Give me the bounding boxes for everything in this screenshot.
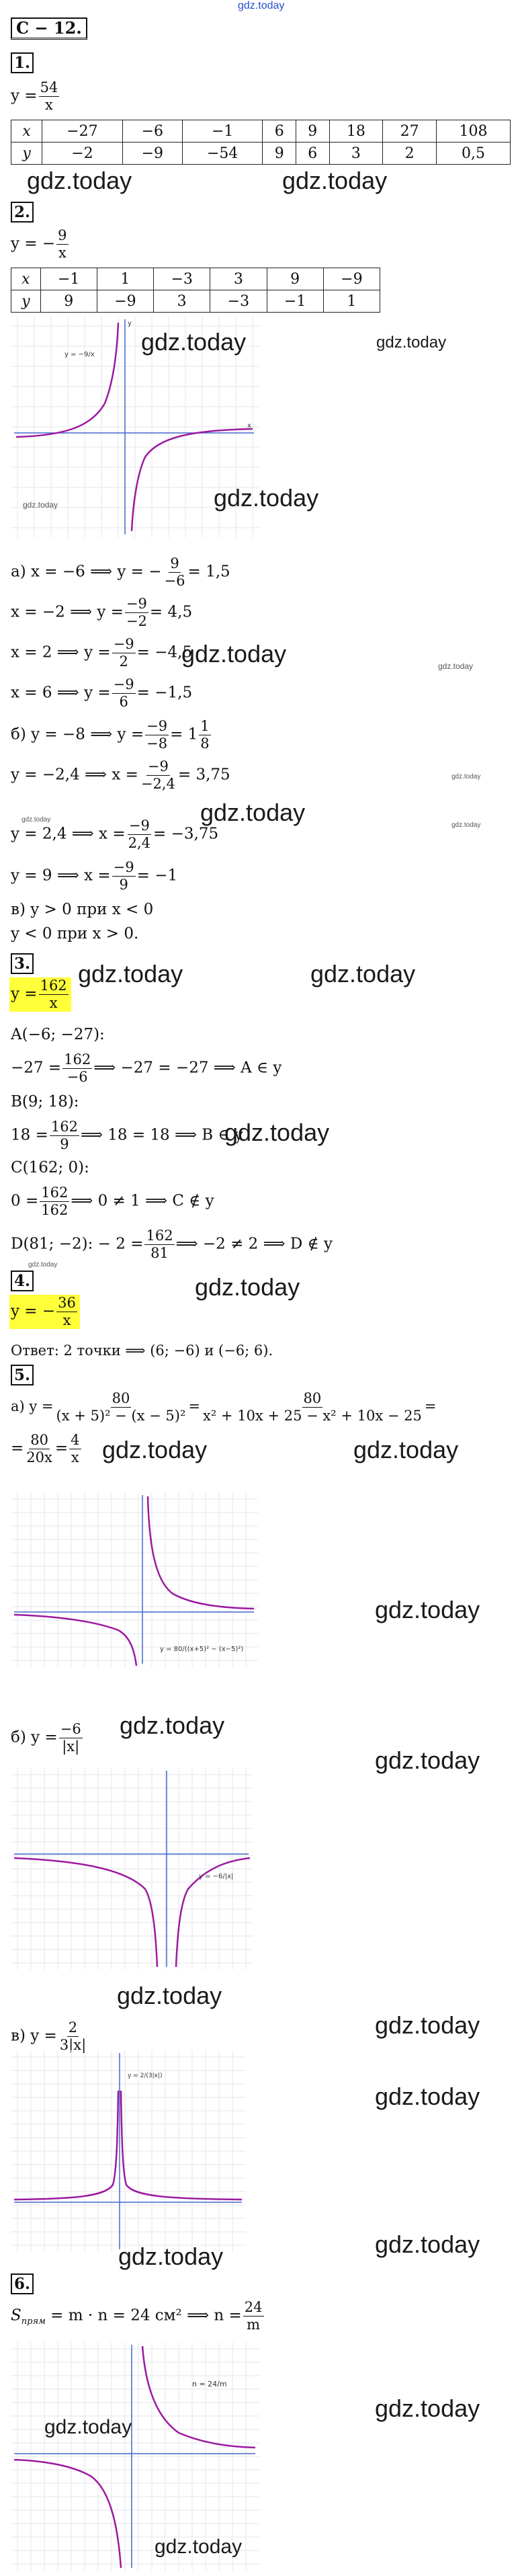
graph-label: y = −6/|x| <box>199 1873 234 1880</box>
task-4-number: 4. <box>11 1271 34 1291</box>
task-4-function: y = − $\frac{36}{x}$ <box>9 1295 80 1329</box>
task-5-v: в) y = $\frac{2}{3|x|}$ <box>11 2019 87 2053</box>
graph-label: y = 80/((x+5)² − (x−5)²) <box>160 1646 244 1653</box>
graph-task-5a <box>11 1492 258 1667</box>
task-3-function: y = $\frac{162}{x}$ <box>9 977 71 1012</box>
task-1-function: y = $\frac{54}{x}$ <box>11 79 58 113</box>
task-2-v2: y < 0 при x > 0. <box>11 925 139 942</box>
watermark: gdz.today <box>23 500 58 510</box>
watermark: gdz.today <box>375 2083 480 2110</box>
watermark: gdz.today <box>214 484 319 512</box>
graph-task-5b <box>11 1768 253 1970</box>
site-header[interactable]: gdz.today <box>238 0 285 11</box>
hyperbola-branch <box>14 2460 121 2568</box>
watermark: gdz.today <box>195 1273 300 1301</box>
watermark: gdz.today <box>375 2011 480 2039</box>
task-5-a: а) y = $\frac{80}{\text{(x + 5)² − (x − 5)²}}$ = $\frac{80}{\text{x² + 10x + 25 − x² + 10x − 25}}$ = <box>11 1390 437 1424</box>
watermark: gdz.today <box>451 821 481 829</box>
task-6-formula: $S_{прям} = m \cdot n = 24$ см² ⟹ n = $\frac{24}{m}$ <box>11 2299 263 2333</box>
graph-label: n = 24/m <box>192 2380 227 2388</box>
table-row: x −27 −6 −1 6 9 18 27 108 <box>11 120 511 143</box>
task-2-table <box>11 268 380 313</box>
watermark: gdz.today <box>224 1119 330 1146</box>
task-1-number: 1. <box>11 52 34 73</box>
task-3-B: B(9; 18): <box>11 1093 79 1111</box>
hyperbola-branch <box>121 2091 242 2200</box>
table-row: y −2 −9 −54 9 6 3 2 0,5 <box>11 143 511 165</box>
task-2-a3: x = 2 ⟹ y = $\frac{-9}{2}$ = −4,5 <box>11 636 193 670</box>
watermark: gdz.today <box>310 960 416 988</box>
task-3-D-calc: D(81; −2): − 2 = $\frac{162}{81}$ ⟹ −2 ≠ 2 ⟹ D ∉ y <box>11 1227 333 1261</box>
task-3-C-calc: 0 = $\frac{162}{162}$ ⟹ 0 ≠ 1 ⟹ C ∉ y <box>11 1184 214 1218</box>
task-2-a4: x = 6 ⟹ y = $\frac{-9}{6}$ = −1,5 <box>11 676 193 710</box>
task-1-table <box>11 120 511 165</box>
task-3-B-calc: 18 = $\frac{162}{9}$ ⟹ 18 = 18 ⟹ B ∈ y <box>11 1119 243 1152</box>
watermark: gdz.today <box>282 167 388 194</box>
watermark: gdz.today <box>375 2230 480 2258</box>
hyperbola-branch <box>14 2091 118 2200</box>
task-2-b4: y = 9 ⟹ x = $\frac{-9}{9}$ = −1 <box>11 859 178 893</box>
watermark: gdz.today <box>375 1596 480 1623</box>
watermark: gdz.today <box>21 816 51 823</box>
watermark: gdz.today <box>27 167 132 194</box>
graph-label: y = 2/(3|x|) <box>128 2072 163 2079</box>
watermark: gdz.today <box>375 1746 480 1774</box>
task-2-number: 2. <box>11 202 34 223</box>
watermark: gdz.today <box>200 799 306 826</box>
svg-text:x: x <box>247 422 251 430</box>
hyperbola-branch <box>16 323 118 437</box>
watermark: gdz.today <box>181 640 287 668</box>
task-5-b: б) y = $\frac{-6}{|x|}$ <box>11 1721 81 1755</box>
hyperbola-branch <box>14 1858 157 1967</box>
hyperbola-branch <box>14 1615 136 1666</box>
watermark: gdz.today <box>438 661 474 671</box>
task-6-number: 6. <box>11 2273 34 2294</box>
watermark: gdz.today <box>375 2394 480 2422</box>
task-2-a1: а) x = −6 ⟹ y = − $\frac{9}{-6}$ = 1,5 <box>11 555 230 589</box>
graph-task-5v <box>11 2050 246 2252</box>
watermark: gdz.today <box>102 1436 208 1463</box>
task-3-C: C(162; 0): <box>11 1159 89 1176</box>
watermark: gdz.today <box>451 773 481 780</box>
task-2-b3: y = 2,4 ⟹ x = $\frac{-9}{2,4}$ = −3,75 <box>11 817 219 851</box>
task-2-b2: y = −2,4 ⟹ x = $\frac{-9}{-2,4}$ = 3,75 <box>11 758 230 792</box>
task-3-A-calc: −27 = $\frac{162}{-6}$ ⟹ −27 = −27 ⟹ A ∈ y <box>11 1051 282 1085</box>
task-2-b1: б) y = −8 ⟹ y = $\frac{-9}{-8}$ = 1 $\frac{1}{8}$ <box>11 718 210 752</box>
task-3-number: 3. <box>11 953 34 974</box>
watermark: gdz.today <box>141 328 247 356</box>
watermark: gdz.today <box>155 2536 243 2558</box>
task-5-number: 5. <box>11 1365 34 1385</box>
table-row: y 9 −9 3 −3 −1 1 <box>11 290 380 313</box>
svg-text:y: y <box>128 320 132 327</box>
task-2-v1: в) y > 0 при x < 0 <box>11 901 154 918</box>
watermark: gdz.today <box>78 960 183 988</box>
table-row: x −1 1 −3 3 9 −9 <box>11 268 380 290</box>
watermark: gdz.today <box>44 2416 132 2438</box>
watermark: gdz.today <box>117 1982 222 2009</box>
watermark: gdz.today <box>353 1436 459 1463</box>
task-2-function: y = − $\frac{9}{x}$ <box>11 227 67 261</box>
task-4-answer: Ответ: 2 точки ⟹ (6; −6) и (−6; 6). <box>11 1342 273 1359</box>
hyperbola-branch <box>142 2346 255 2448</box>
task-5-a-result: = $\frac{80}{20x}$ = $\frac{4}{x}$ <box>11 1432 80 1465</box>
section-title: C − 12. <box>11 17 87 40</box>
task-2-a2: x = −2 ⟹ y = $\frac{-9}{-2}$ = 4,5 <box>11 596 193 629</box>
watermark: gdz.today <box>28 1261 58 1269</box>
task-3-A: A(−6; −27): <box>11 1026 105 1043</box>
hyperbola-branch <box>132 429 253 531</box>
graph-label: y = −9/x <box>64 351 95 358</box>
watermark: gdz.today <box>120 1712 225 1739</box>
watermark: gdz.today <box>376 333 447 352</box>
watermark: gdz.today <box>118 2243 224 2270</box>
